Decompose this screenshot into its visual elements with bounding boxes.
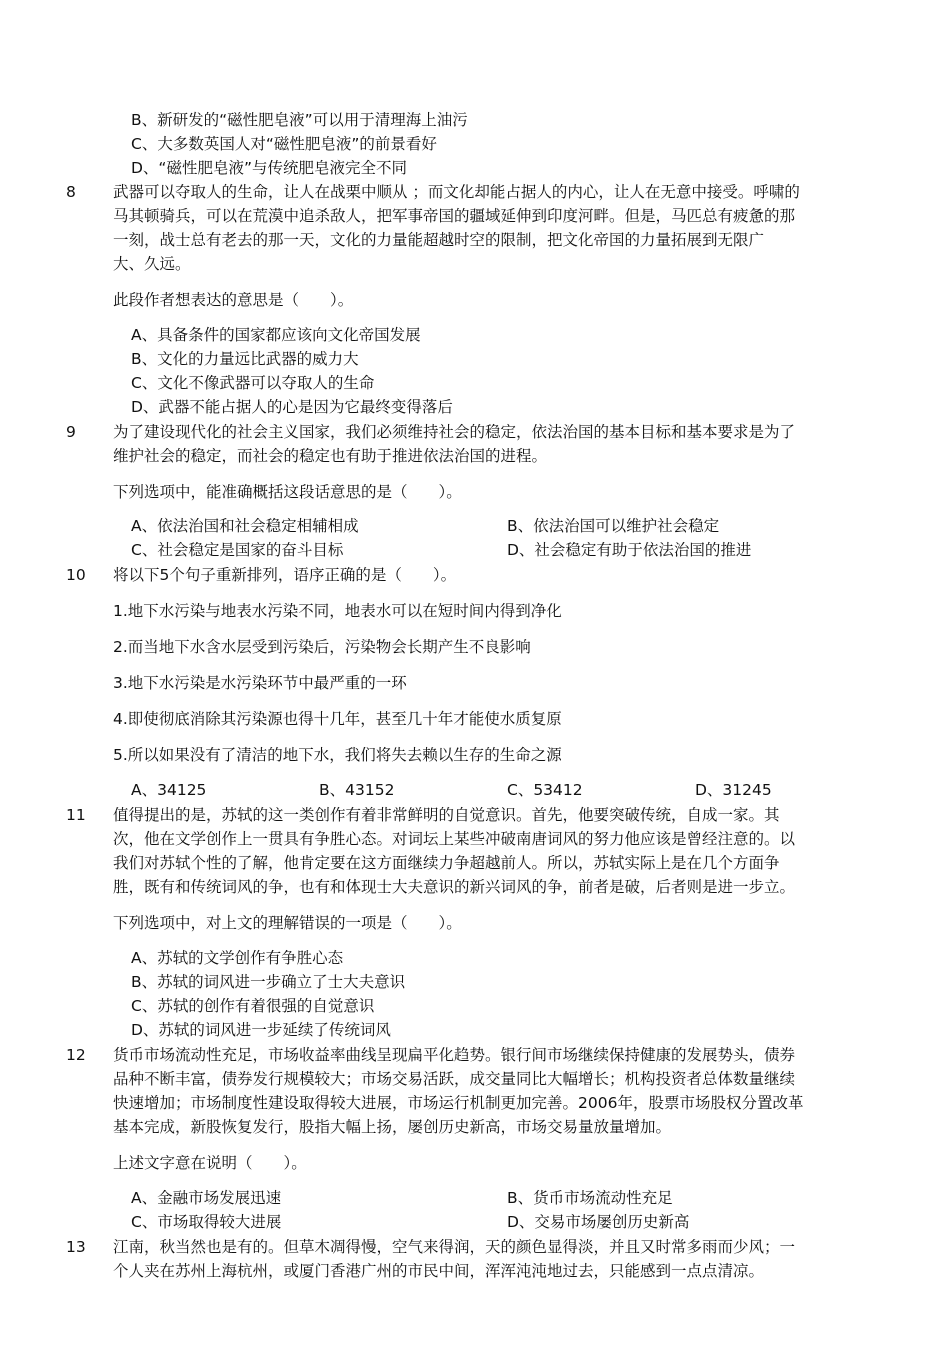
q10-sentence-2: 2.而当地下水含水层受到污染后，污染物会长期产生不良影响 bbox=[113, 638, 531, 656]
q11-option-a: A、苏轼的文学创作有争胜心态 bbox=[131, 949, 344, 967]
q8-option-d: D、武器不能占据人的心是因为它最终变得落后 bbox=[131, 398, 453, 416]
q11-stem bbox=[113, 803, 858, 899]
q9-number: 9 bbox=[66, 423, 76, 441]
q8-option-a: A、具备条件的国家都应该向文化帝国发展 bbox=[131, 326, 421, 344]
q12-number: 12 bbox=[66, 1046, 86, 1064]
q10-option-a: A、34125 bbox=[131, 781, 207, 799]
q12-stem-line: 货币市场流动性充足，市场收益率曲线呈现扁平化趋势。银行间市场继续保持健康的发展势头，债券 bbox=[113, 1046, 796, 1064]
q10-sentence-4: 4.即使彻底消除其污染源也得十几年，甚至几十年才能使水质复原 bbox=[113, 710, 562, 728]
q13-stem-line: 个人夹在苏州上海杭州，或厦门香港广州的市民中间，浑浑沌沌地过去，只能感到一点点清凉。 bbox=[113, 1262, 765, 1280]
q12-option-b: B、货币市场流动性充足 bbox=[507, 1189, 673, 1207]
q9-option-b: B、依法治国可以维护社会稳定 bbox=[507, 517, 720, 535]
q9-stem-line: 为了建设现代化的社会主义国家，我们必须维持社会的稳定，依法治国的基本目标和基本要求是为了 bbox=[113, 423, 796, 441]
q7-option-c: C、大多数英国人对“磁性肥皂液”的前景看好 bbox=[131, 135, 437, 153]
q11-number: 11 bbox=[66, 806, 86, 824]
q12-stem bbox=[113, 1043, 858, 1139]
q10-sentence-3: 3.地下水污染是水污染环节中最严重的一环 bbox=[113, 674, 407, 692]
q8-stem bbox=[113, 180, 858, 276]
q12-stem-line: 快速增加；市场制度性建设取得较大进展，市场运行机制更加完善。2006年，股票市场股权分置改革 bbox=[113, 1094, 804, 1112]
q11-stem-line: 胜，既有和传统词风的争，也有和体现士大夫意识的新兴词风的争，前者是破，后者则是进一步立。 bbox=[113, 878, 796, 896]
q13-stem bbox=[113, 1235, 858, 1283]
q7-option-b: B、新研发的“磁性肥皂液”可以用于清理海上油污 bbox=[131, 111, 468, 129]
q7-option-d: D、“磁性肥皂液”与传统肥皂液完全不同 bbox=[131, 159, 407, 177]
q8-stem-line: 一刻，战士总有老去的那一天，文化的力量能超越时空的限制，把文化帝国的力量拓展到无限广 bbox=[113, 231, 765, 249]
q8-prompt: 此段作者想表达的意思是（ ）。 bbox=[113, 291, 354, 309]
q8-stem-line: 武器可以夺取人的生命，让人在战栗中顺从 ；而文化却能占据人的内心，让人在无意中接受。呼啸的 bbox=[113, 183, 800, 201]
q9-stem-line: 维护社会的稳定，而社会的稳定也有助于推进依法治国的进程。 bbox=[113, 447, 548, 465]
q11-option-c: C、苏轼的创作有着很强的自觉意识 bbox=[131, 997, 375, 1015]
q10-option-d: D、31245 bbox=[695, 781, 772, 799]
q10-sentence-1: 1.地下水污染与地表水污染不同，地表水可以在短时间内得到净化 bbox=[113, 602, 562, 620]
q8-option-c: C、文化不像武器可以夺取人的生命 bbox=[131, 374, 375, 392]
q9-option-d: D、社会稳定有助于依法治国的推进 bbox=[507, 541, 752, 559]
q11-stem-line: 值得提出的是，苏轼的这一类创作有着非常鲜明的自觉意识。首先，他要突破传统，自成一家。其 bbox=[113, 806, 780, 824]
q12-option-a: A、金融市场发展迅速 bbox=[131, 1189, 282, 1207]
q9-stem bbox=[113, 420, 858, 468]
q12-prompt: 上述文字意在说明（ ）。 bbox=[113, 1154, 307, 1172]
q13-number: 13 bbox=[66, 1238, 86, 1256]
q9-prompt: 下列选项中，能准确概括这段话意思的是（ ）。 bbox=[113, 483, 462, 501]
q12-stem-line: 基本完成，新股恢复发行，股指大幅上扬，屡创历史新高，市场交易量放量增加。 bbox=[113, 1118, 672, 1136]
q10-stem: 将以下5个句子重新排列，语序正确的是（ ）。 bbox=[113, 566, 457, 584]
q10-option-c: C、53412 bbox=[507, 781, 583, 799]
q9-option-a: A、依法治国和社会稳定相辅相成 bbox=[131, 517, 359, 535]
q12-option-c: C、市场取得较大进展 bbox=[131, 1213, 282, 1231]
q11-stem-line: 我们对苏轼个性的了解，他肯定要在这方面继续力争超越前人。所以，苏轼实际上是在几个方面争 bbox=[113, 854, 780, 872]
q13-stem-line: 江南，秋当然也是有的。但草木凋得慢，空气来得润，天的颜色显得淡，并且又时常多雨而少风；一 bbox=[113, 1238, 796, 1256]
q12-stem-line: 品种不断丰富，债券发行规模较大；市场交易活跃，成交量同比大幅增长；机构投资者总体数量继续 bbox=[113, 1070, 796, 1088]
q10-sentence-5: 5.所以如果没有了清洁的地下水，我们将失去赖以生存的生命之源 bbox=[113, 746, 562, 764]
q10-option-b: B、43152 bbox=[319, 781, 395, 799]
q8-stem-line: 马其顿骑兵，可以在荒漠中追杀敌人，把军事帝国的疆域延伸到印度河畔。但是，马匹总有疲惫的那 bbox=[113, 207, 796, 225]
q11-prompt: 下列选项中，对上文的理解错误的一项是（ ）。 bbox=[113, 914, 462, 932]
q11-stem-line: 次，他在文学创作上一贯具有争胜心态。对词坛上某些冲破南唐词风的努力他应该是曾经注意的。以 bbox=[113, 830, 796, 848]
q11-option-b: B、苏轼的词风进一步确立了士大夫意识 bbox=[131, 973, 406, 991]
q8-number: 8 bbox=[66, 183, 76, 201]
q10-number: 10 bbox=[66, 566, 86, 584]
q8-stem-line: 大、久远。 bbox=[113, 255, 191, 273]
q12-option-d: D、交易市场屡创历史新高 bbox=[507, 1213, 690, 1231]
q8-option-b: B、文化的力量远比武器的威力大 bbox=[131, 350, 359, 368]
q9-option-c: C、社会稳定是国家的奋斗目标 bbox=[131, 541, 344, 559]
q11-option-d: D、苏轼的词风进一步延续了传统词风 bbox=[131, 1021, 391, 1039]
